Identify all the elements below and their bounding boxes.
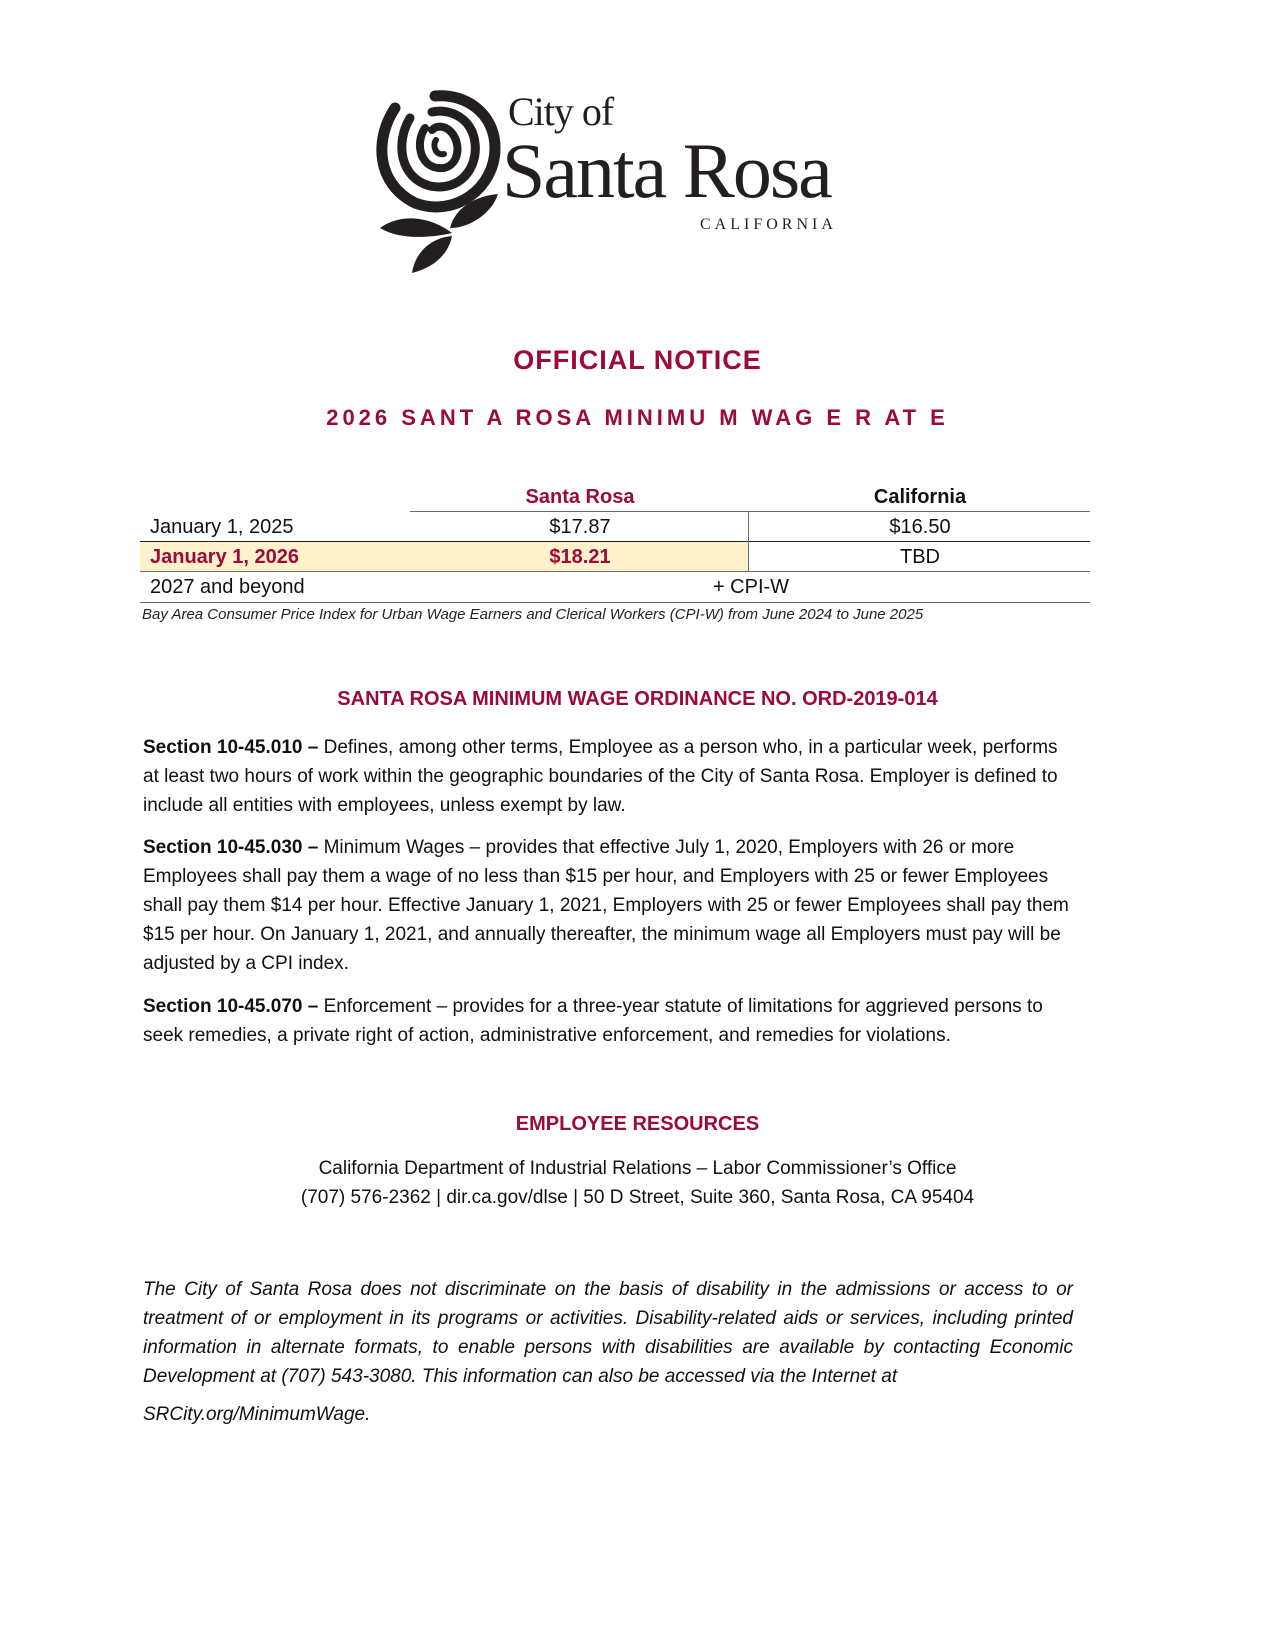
resources-agency: California Department of Industrial Relations – Labor Commissioner’s Office bbox=[318, 1158, 957, 1179]
row-santa-rosa-value: $17.87 bbox=[549, 516, 611, 538]
row-date: 2027 and beyond bbox=[150, 576, 305, 598]
row-santa-rosa-value: $18.21 bbox=[549, 546, 611, 568]
section-label: Section 10-45.030 – bbox=[143, 837, 319, 858]
disclaimer-link[interactable]: SRCity.org/MinimumWage. bbox=[143, 1404, 371, 1425]
ordinance-heading: SANTA ROSA MINIMUM WAGE ORDINANCE NO. ORD-2019-014 bbox=[337, 688, 938, 710]
rate-title-heading: 2026 SANT A ROSA MINIMU M WAG E R AT E bbox=[326, 405, 949, 430]
table-row-highlighted bbox=[140, 542, 1090, 572]
logo-santa-rosa: Santa Rosa bbox=[502, 127, 831, 214]
table-divider bbox=[410, 511, 1090, 512]
section-label: Section 10-45.070 – bbox=[143, 996, 319, 1017]
column-header-california: California bbox=[873, 486, 967, 508]
ordinance-section bbox=[143, 833, 1073, 978]
table-divider bbox=[140, 571, 1090, 572]
city-logo bbox=[370, 88, 870, 278]
section-text: Enforcement – provides for a three-year statute of limitations for aggrieved persons to seek remedies, a private right of action, administrative enforcement, and remedies for violations. bbox=[143, 996, 1043, 1046]
resources-heading: EMPLOYEE RESOURCES bbox=[515, 1113, 760, 1135]
rose-icon bbox=[370, 88, 505, 278]
row-california-value: TBD bbox=[900, 546, 940, 568]
row-california-value: $16.50 bbox=[889, 516, 951, 538]
table-divider bbox=[140, 541, 1090, 542]
ordinance-section bbox=[143, 733, 1073, 820]
table-footnote: Bay Area Consumer Price Index for Urban Wage Earners and Clerical Workers (CPI-W) from June 2024 to June 2025 bbox=[142, 606, 924, 623]
logo-california: CALIFORNIA bbox=[700, 216, 837, 233]
section-text: Defines, among other terms, Employee as a person who, in a particular week, performs at least two hours of work within the geographic boundaries of the City of Santa Rosa. Employer is defined to include all entities with employees, unless exempt by law. bbox=[143, 737, 1058, 816]
column-header-santa-rosa: Santa Rosa bbox=[525, 486, 635, 508]
row-combined-value: + CPI-W bbox=[712, 576, 790, 598]
table-row bbox=[140, 512, 1090, 542]
section-label: Section 10-45.010 – bbox=[143, 737, 319, 758]
row-date: January 1, 2026 bbox=[150, 546, 299, 568]
ordinance-section bbox=[143, 992, 1073, 1050]
table-header-row bbox=[140, 482, 1090, 512]
table-divider bbox=[140, 602, 1090, 603]
row-date: January 1, 2025 bbox=[150, 516, 294, 538]
resources-contact: (707) 576-2362 | dir.ca.gov/dlse | 50 D Street, Suite 360, Santa Rosa, CA 95404 bbox=[300, 1187, 975, 1208]
official-notice-heading: OFFICIAL NOTICE bbox=[513, 345, 762, 375]
table-row bbox=[140, 572, 1090, 602]
disclaimer-text: The City of Santa Rosa does not discriminate on the basis of disability in the admissions or access to or treatment of or employment in its programs or activities. Disability-related aids or services, including printed information in alternate formats, to enable persons with disabilities are available by contacting Economic Development at (707) 543-3080. This information can also be accessed via the Internet at bbox=[143, 1279, 1073, 1387]
logo-city-of: City of bbox=[508, 89, 614, 134]
table-column-divider bbox=[748, 511, 749, 572]
section-text: Minimum Wages – provides that effective July 1, 2020, Employers with 26 or more Employees shall pay them a wage of no less than $15 per hour, and Employers with 25 or fewer Employees shall pay them $14 per hour. Effective January 1, 2021, Employers with 25 or fewer Employees shall pay them $15 per hour. On January 1, 2021, and annually thereafter, the minimum wage all Employers must pay will be adjusted by a CPI index. bbox=[143, 837, 1069, 974]
